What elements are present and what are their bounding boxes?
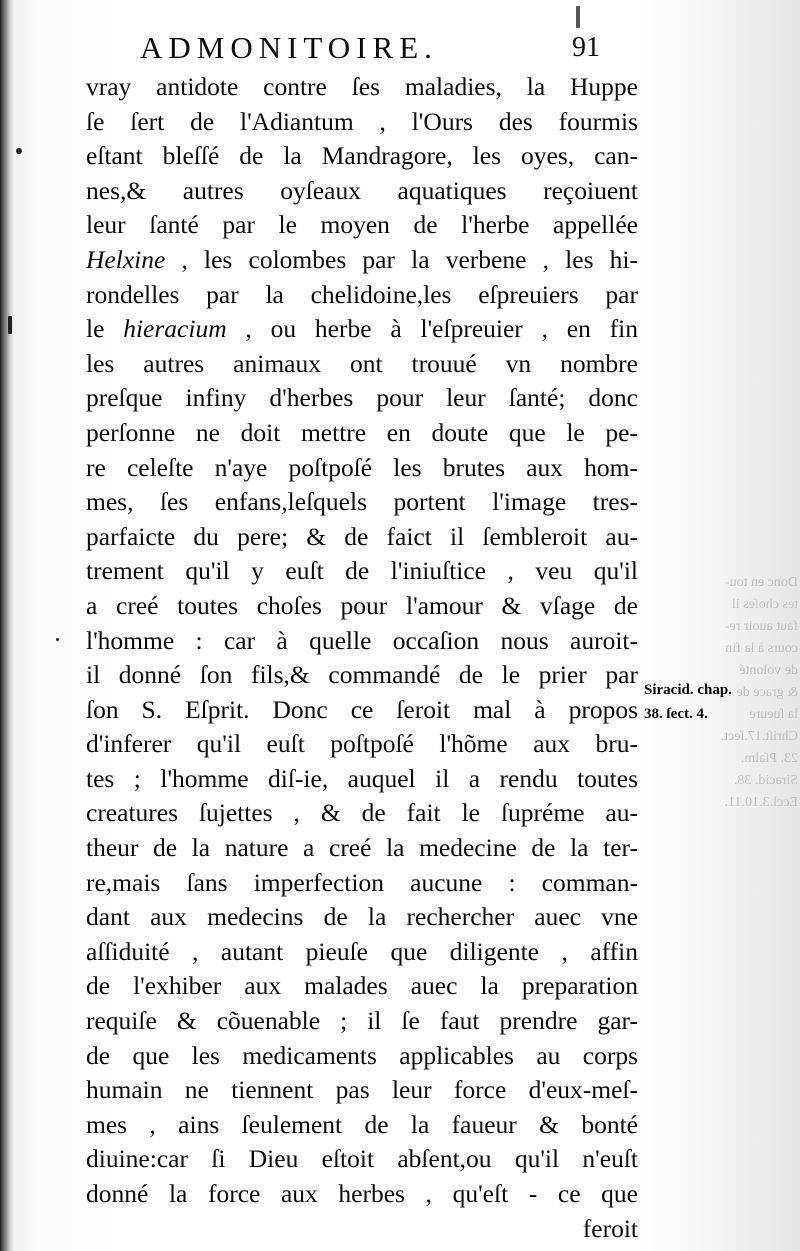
print-speck: [576, 6, 580, 28]
text-line: re,mais ſans imperfection aucune : comman-: [86, 867, 638, 897]
text-line: mes , ains ſeulement de la faueur & bonté: [86, 1109, 638, 1139]
text-line: theur de la nature a creé la medecine de la ter-: [86, 833, 638, 863]
text-line-with-italic: le hieracium , ou herbe à l'eſpreuier , en fin: [86, 314, 638, 344]
show-through-line: Eccl.3.10.11.: [724, 795, 798, 810]
text-line: preſque infiny d'herbes pour leur ſanté; donc: [86, 383, 638, 413]
catchword: feroit: [582, 1213, 638, 1243]
text-line: ſon S. Eſprit. Donc ce ſeroit mal à propos: [86, 694, 638, 724]
show-through-line: Donc en tou-: [724, 575, 798, 590]
print-speck: [16, 148, 22, 154]
text-line: ſe ſert de l'Adiantum , l'Ours des fourmis: [86, 106, 638, 136]
text-line: vray antidote contre ſes maladies, la Huppe: [86, 72, 638, 101]
text-line: nes,& autres oyſeaux aquatiques reçoiuent: [86, 175, 638, 205]
text-line: leur ſanté par le moyen de l'herbe appellée: [86, 210, 638, 240]
show-through-line: 23. Pſalm.: [740, 751, 798, 766]
text-line: rondelles par la chelidoine,les eſpreuiers par: [86, 279, 638, 309]
text-line: creatures ſujettes , & de fait le ſupréme au-: [86, 798, 638, 828]
show-through-line: tes choſes il: [731, 597, 798, 612]
text-line: trement qu'il y euſt de l'iniuſtice , veu qu'il: [86, 556, 638, 586]
running-title: ADMONITOIRE.: [140, 30, 438, 65]
show-through-line: cours à la fin: [725, 641, 798, 656]
body-text: [86, 70, 638, 1246]
text-line: de l'exhiber aux malades auec la preparation: [86, 971, 638, 1001]
text-line: donné la force aux herbes , qu'eſt - ce que: [86, 1179, 638, 1208]
running-head: [140, 26, 640, 70]
text-line: d'inferer qu'il euſt poſtpoſé l'hõme aux bru-: [86, 729, 638, 759]
text-line: mes, ſes enfans,leſquels portent l'image tres-: [86, 487, 638, 517]
text-line: eſtant bleſſé de la Mandragore, les oyes, can-: [86, 141, 638, 171]
text-line: parfaicte du pere; & de faict il ſembleroit au-: [86, 521, 638, 551]
margin-note-reference: [644, 678, 732, 726]
show-through-line: & grace de: [736, 685, 798, 700]
show-through-line: de volonté: [739, 663, 798, 678]
show-through-line: Siracid. 38.: [733, 773, 798, 788]
print-speck: [8, 316, 12, 334]
margin-note-line: Siracid. chap.: [644, 682, 732, 698]
page-number: 91: [572, 32, 600, 63]
text-line: il donné ſon fils,& commandé de le prier par: [86, 660, 638, 690]
text-line: de que les medicaments applicables au corps: [86, 1040, 638, 1070]
text-line: l'homme : car à quelle occaſion nous auroit-: [86, 625, 638, 655]
margin-note-line: 38. ſect. 4.: [644, 706, 708, 722]
text-line: tes ; l'homme diſ-ie, auquel il a rendu toutes: [86, 763, 638, 793]
text-line: dant aux medecins de la rechercher auec vne: [86, 902, 638, 932]
text-line: diuine:car ſi Dieu eſtoit abſent,ou qu'il n'euſt: [86, 1144, 638, 1174]
text-line: a creé toutes choſes pour l'amour & vſage de: [86, 590, 638, 620]
print-speck: [56, 638, 59, 641]
text-line: requiſe & cõuenable ; il ſe faut prendre gar-: [86, 1006, 638, 1036]
text-line: les autres animaux ont trouué vn nombre: [86, 348, 638, 378]
show-through-line: faut auoir re-: [724, 619, 798, 634]
binding-shadow: [0, 0, 14, 1251]
text-line: perſonne ne doit mettre en doute que le pe-: [86, 417, 638, 447]
text-line: humain ne tiennent pas leur force d'eux-meſ-: [86, 1075, 638, 1105]
italic-term: Helxine: [86, 244, 166, 274]
text-line: aſſiduité , autant pieuſe que diligente , affin: [86, 936, 638, 966]
show-through-line: la ſueure: [749, 707, 798, 722]
text-line-with-italic: Helxine , les colombes par la verbene , les hi-: [86, 244, 638, 274]
italic-term: hieracium: [123, 314, 227, 344]
text-line: re celeſte n'aye poſtpoſé les brutes aux hom-: [86, 452, 638, 482]
show-through-line: Chriſt.17.ſect.: [720, 729, 798, 744]
